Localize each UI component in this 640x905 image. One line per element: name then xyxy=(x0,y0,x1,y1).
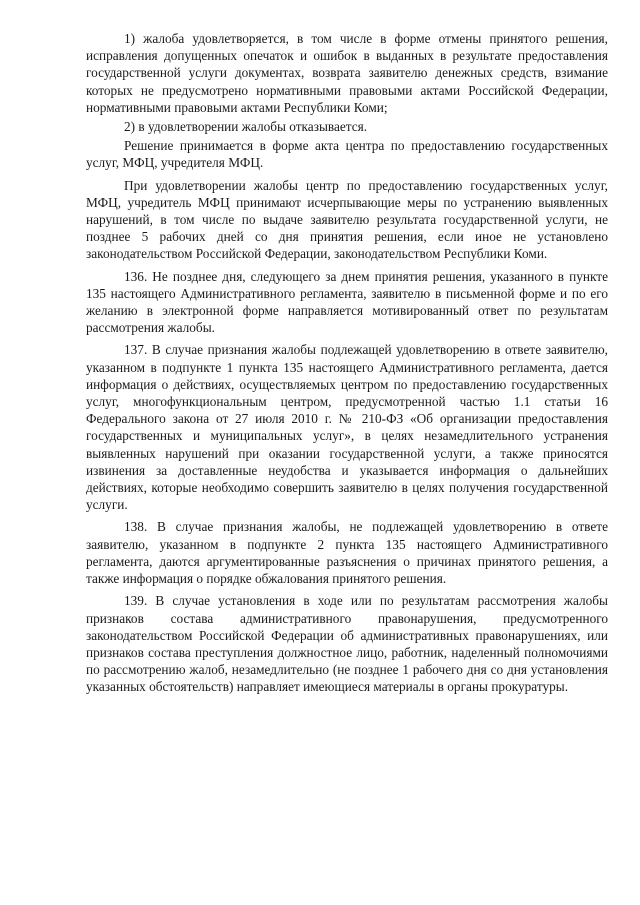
paragraph-complaint-satisfied: 1) жалоба удовлетворяется, в том числе в форме отмены принятого решения, исправления допущенных опечаток и ошибок в выданных в результате предоставления государственной услуги документах, возврата заявителю денежных средств, взимание которых не предусмотрено нормативными правовыми актами Российской Федерации, нормативными правовыми актами Республики Коми; xyxy=(86,31,608,115)
paragraph-136: 136. Не позднее дня, следующего за днем принятия решения, указанного в пункте 135 настоящего Административного регламента, заявителю в письменной форме и по его желанию в электронной форме направляется мотивированный ответ по результатам рассмотрения жалобы. xyxy=(86,268,608,336)
paragraph-139: 139. В случае установления в ходе или по результатам рассмотрения жалобы признаков состава административного правонарушения, предусмотренного законодательством Российской Федерации об административных правонарушениях, или признаков состава преступления должностное лицо, работник, наделенный полномочиями по рассмотрению жалоб, незамедлительно (не позднее 1 рабочего дня со дня установления указанных обстоятельств) направляет имеющиеся материалы в органы прокуратуры. xyxy=(86,593,608,695)
paragraph-138: 138. В случае признания жалобы, не подлежащей удовлетворению в ответе заявителю, указанном в подпункте 2 пункта 135 настоящего Административного регламента, даются аргументированные разъяснения о причинах принятого решения, а также информация о порядке обжалования принятого решения. xyxy=(86,519,608,587)
paragraph-decision-form: Решение принимается в форме акта центра по предоставлению государственных услуг, МФЦ, учредителя МФЦ. xyxy=(86,138,608,171)
paragraph-remedy-measures: При удовлетворении жалобы центр по предоставлению государственных услуг, МФЦ, учредитель МФЦ принимают исчерпывающие меры по устранению выявленных нарушений, в том числе по выдаче заявителю результата государственной услуги, не позднее 5 рабочих дней со дня принятия решения, если иное не установлено законодательством Российской Федерации, законодательством Республики Коми. xyxy=(86,177,608,262)
paragraph-137: 137. В случае признания жалобы подлежащей удовлетворению в ответе заявителю, указанном в подпункте 1 пункта 135 настоящего Административного регламента, дается информация о действиях, осуществляемых центром по предоставлению государственных услуг, многофункциональным центром, предусмотренной частью 1.1 статьи 16 Федерального закона от 27 июля 2010 г. № 210-ФЗ «Об организации предоставления государственных и муниципальных услуг», в целях незамедлительного устранения выявленных нарушений при оказании государственной услуги, а также приносятся извинения за доставленные неудобства и указывается информация о дальнейших действиях, которые необходимо совершить заявителю в целях получения государственной услуги. xyxy=(86,342,608,513)
paragraph-complaint-rejected: 2) в удовлетворении жалобы отказывается. xyxy=(124,119,368,135)
